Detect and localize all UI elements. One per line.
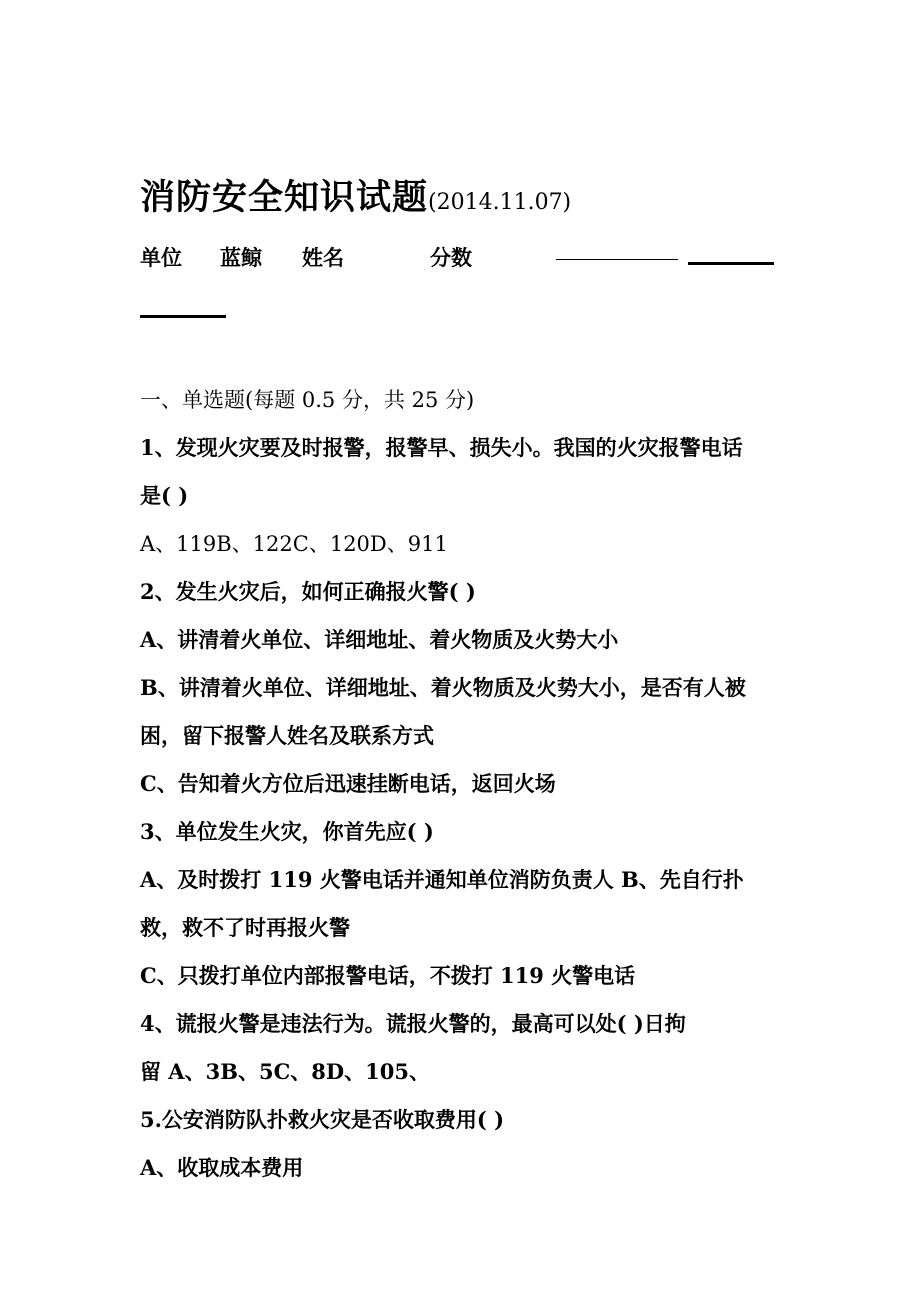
question-line: 是( ) bbox=[140, 483, 189, 508]
question-list bbox=[140, 384, 780, 1200]
title-main: 消防安全知识试题 bbox=[140, 177, 429, 218]
answer-option-line: A、及时拨打 119 火警电话并通知单位消防负责人 B、先自行扑 bbox=[140, 867, 744, 892]
question-line: 3、单位发生火灾，你首先应( ) bbox=[140, 819, 434, 844]
answer-option-line: A、讲清着火单位、详细地址、着火物质及火势大小 bbox=[140, 627, 619, 652]
answer-option-line: 困，留下报警人姓名及联系方式 bbox=[140, 723, 434, 748]
question-line: 1、发现火灾要及时报警，报警早、损失小。我国的火灾报警电话 bbox=[140, 435, 743, 460]
question-line: 5.公安消防队扑救火灾是否收取费用( ) bbox=[140, 1107, 505, 1132]
section-heading: 一、单选题(每题 0.5 分，共 25 分) bbox=[140, 388, 475, 412]
name-label: 姓名 bbox=[302, 245, 344, 270]
answer-option-line: C、告知着火方位后迅速挂断电话，返回火场 bbox=[140, 771, 556, 796]
name-blank-line bbox=[556, 259, 678, 260]
title-date: (2014.11.07) bbox=[428, 190, 572, 215]
question-line: 2、发生火灾后，如何正确报火警( ) bbox=[140, 579, 476, 604]
answer-option-line: A、收取成本费用 bbox=[140, 1155, 304, 1180]
exam-info-row bbox=[140, 240, 780, 272]
answer-option-line: 留 A、3B、5C、8D、105、 bbox=[140, 1059, 430, 1084]
unit-value: 蓝鲸 bbox=[220, 245, 262, 270]
question-line: 4、谎报火警是违法行为。谎报火警的，最高可以处( )日拘 bbox=[140, 1011, 686, 1036]
answer-option-line: 救，救不了时再报火警 bbox=[140, 915, 350, 940]
score-label: 分数 bbox=[430, 245, 472, 270]
extra-blank-line bbox=[140, 315, 226, 318]
unit-label: 单位 bbox=[140, 245, 182, 270]
answer-option-line: C、只拨打单位内部报警电话，不拨打 119 火警电话 bbox=[140, 963, 636, 988]
page-title bbox=[140, 170, 571, 220]
answer-option-line: B、讲清着火单位、详细地址、着火物质及火势大小，是否有人被 bbox=[140, 675, 746, 700]
answer-option-line: A、119B、122C、120D、911 bbox=[140, 532, 448, 556]
score-blank-line bbox=[688, 262, 774, 265]
